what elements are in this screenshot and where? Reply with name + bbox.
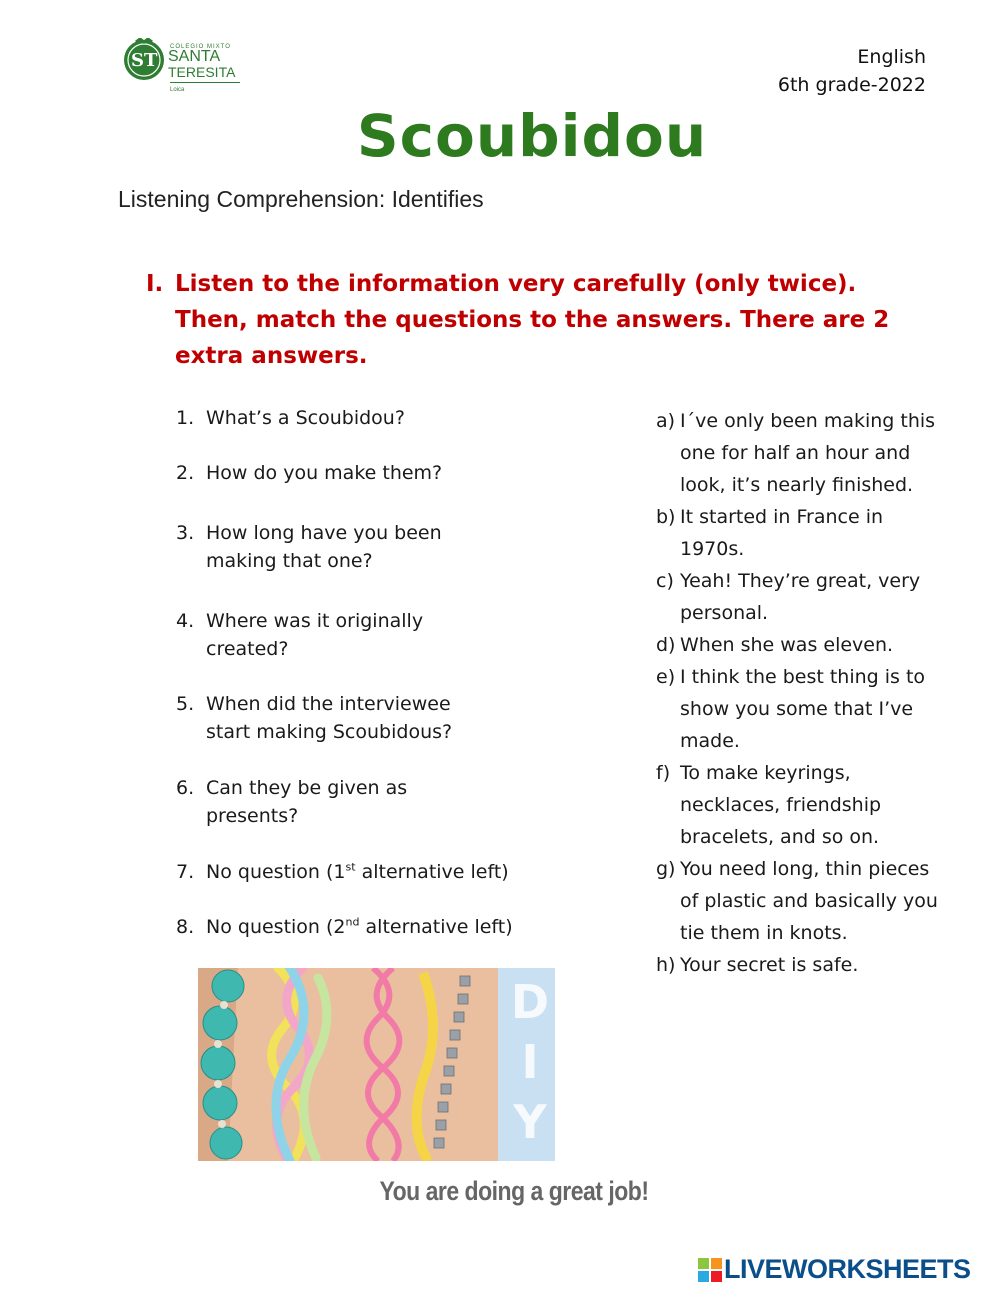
answer-letter: c) [656, 570, 674, 592]
bracelets-illustration [198, 968, 555, 1161]
question-text: No question (2nd alternative left) [206, 915, 513, 938]
logo-line2: TERESITA [168, 64, 236, 80]
page-subtitle: Listening Comprehension: Identifies [118, 186, 484, 212]
answer-text: It started in France in 1970s. [680, 506, 884, 560]
answer-text: To make keyrings, necklaces, friendship bracelets, and so on. [680, 762, 882, 848]
bracelets-photo [198, 968, 555, 1161]
answer-letter: e) [656, 666, 676, 688]
question-number: 3. [176, 522, 195, 544]
answer-letter: d) [656, 634, 676, 656]
logo-city: Loica [170, 87, 185, 93]
answer-letter: a) [656, 410, 676, 432]
logo-divider [170, 82, 240, 83]
page-title: Scoubidou [356, 102, 708, 170]
question-number: 7. [176, 861, 195, 883]
answer-letter: b) [656, 506, 676, 528]
encouragement-message: You are doing a great job! [379, 1175, 649, 1206]
question-text: How do you make them? [206, 462, 443, 484]
answer-text: Your secret is safe. [680, 954, 859, 976]
instruction-number: I. [146, 271, 164, 297]
logo-line1: SANTA [168, 48, 221, 65]
answer-letter: h) [656, 954, 676, 976]
answer-text: You need long, thin pieces of plastic and basically you tie them in knots. [680, 858, 938, 944]
question-text: When did the interviewee start making Scoubidous? [206, 693, 453, 743]
question-text: How long have you been making that one? [206, 522, 442, 572]
logo-top-text: COLEGIO MIXTO [170, 44, 231, 50]
answer-text: I think the best thing is to show you some that I’ve made. [680, 666, 926, 752]
answer-text: Yeah! They’re great, very personal. [680, 570, 921, 624]
question-text: Can they be given as presents? [206, 777, 408, 827]
question-number: 5. [176, 693, 195, 715]
brand-name: LIVEWORKSHEETS [724, 1254, 971, 1284]
instruction-text: Listen to the information very carefully (only twice). Then, match the questions to the answers. There are 2 extra answers. [175, 271, 890, 369]
question-number: 8. [176, 916, 195, 938]
question-number: 6. [176, 777, 195, 799]
liveworksheets-logo-icon [698, 1258, 722, 1282]
school-logo [122, 38, 252, 100]
logo-initials: ST [131, 50, 158, 71]
question-text: No question (1st alternative left) [206, 860, 509, 883]
question-text: What’s a Scoubidou? [206, 407, 405, 429]
answer-text: When she was eleven. [680, 634, 894, 656]
answer-letter: g) [656, 858, 676, 880]
question-number: 1. [176, 407, 195, 429]
answer-text: I´ve only been making this one for half an hour and look, it’s nearly finished. [680, 410, 936, 496]
question-text: Where was it originally created? [206, 610, 424, 660]
grade-label: 6th grade-2022 [777, 74, 926, 96]
answer-letter: f) [656, 762, 671, 784]
question-number: 4. [176, 610, 195, 632]
question-number: 2. [176, 462, 195, 484]
subject-label: English [857, 46, 926, 68]
diy-overlay-text: DIY [510, 975, 550, 1149]
